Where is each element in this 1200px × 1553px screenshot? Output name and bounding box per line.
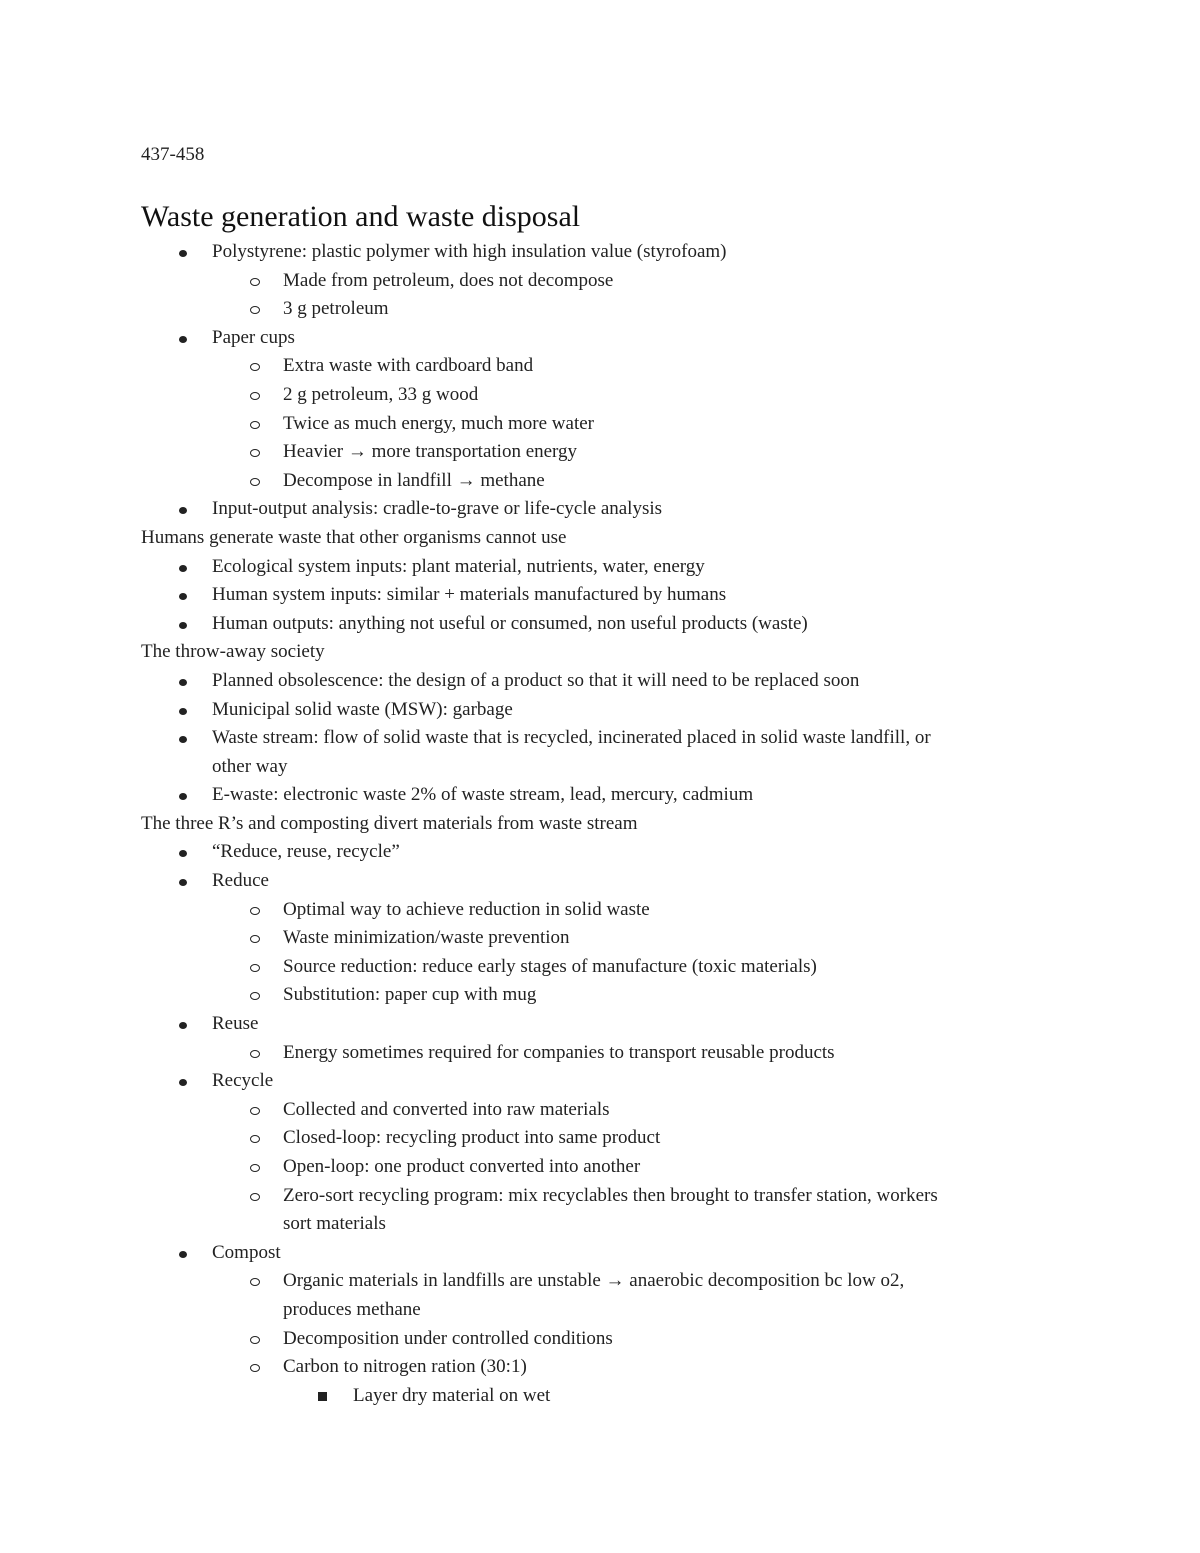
line-text: Municipal solid waste (MSW): garbage bbox=[212, 698, 513, 720]
bullet-marker bbox=[179, 667, 187, 696]
line-text: Polystyrene: plastic polymer with high insulation value (styrofoam) bbox=[212, 241, 727, 262]
list-item bbox=[141, 553, 1041, 582]
bullet-marker bbox=[318, 1382, 327, 1411]
bullet-marker bbox=[250, 1039, 260, 1068]
line-text: Twice as much energy, much more water bbox=[283, 412, 594, 434]
bullet-marker bbox=[179, 1010, 187, 1039]
bullet-marker bbox=[250, 896, 260, 925]
bullet-circle-icon bbox=[250, 1364, 260, 1372]
line-text: Recycle bbox=[212, 1070, 274, 1092]
list-item bbox=[141, 1010, 1041, 1039]
bullet-circle-icon bbox=[250, 964, 260, 972]
list-item bbox=[141, 467, 1041, 496]
line-text: Waste minimization/waste prevention bbox=[283, 927, 570, 949]
line-text: Closed-loop: recycling product into same product bbox=[283, 1127, 661, 1149]
list-item bbox=[141, 1067, 1041, 1096]
list-item bbox=[141, 1153, 1041, 1182]
list-item bbox=[141, 438, 1041, 467]
bullet-marker bbox=[250, 352, 260, 381]
list-item bbox=[141, 495, 1041, 524]
line-text: Decompose in landfill → methane bbox=[283, 469, 545, 491]
bullet-circle-icon bbox=[250, 935, 260, 943]
section-heading bbox=[141, 638, 1041, 667]
bullet-circle-icon bbox=[250, 421, 260, 429]
line-text: Reduce bbox=[212, 870, 269, 892]
line-text: Heavier → more transportation energy bbox=[283, 441, 578, 463]
bullet-circle-icon bbox=[250, 1336, 260, 1344]
bullet-dot-icon bbox=[179, 1251, 187, 1258]
list-item bbox=[141, 1353, 1041, 1382]
bullet-circle-icon bbox=[250, 1135, 260, 1143]
line-text: sort materials bbox=[283, 1213, 386, 1235]
line-text: Open-loop: one product converted into another bbox=[283, 1156, 641, 1177]
line-text: The throw-away society bbox=[141, 641, 325, 663]
list-item bbox=[141, 753, 1041, 782]
notes-body bbox=[141, 238, 1041, 1410]
bullet-circle-icon bbox=[250, 992, 260, 1000]
list-item bbox=[141, 667, 1041, 696]
bullet-circle-icon bbox=[250, 278, 260, 286]
bullet-marker bbox=[250, 438, 260, 467]
bullet-marker bbox=[250, 1325, 260, 1354]
bullet-marker bbox=[250, 1182, 260, 1211]
bullet-marker bbox=[179, 724, 187, 753]
line-text: Zero-sort recycling program: mix recyclables then brought to transfer station, workers bbox=[283, 1184, 938, 1206]
line-text: The three R’s and composting divert materials from waste stream bbox=[141, 812, 638, 834]
bullet-dot-icon bbox=[179, 565, 187, 572]
list-item bbox=[141, 238, 1041, 267]
page-range: 437-458 bbox=[141, 144, 205, 165]
bullet-dot-icon bbox=[179, 736, 187, 743]
line-text: Planned obsolescence: the design of a product so that it will need to be replaced soon bbox=[212, 669, 860, 691]
bullet-dot-icon bbox=[179, 336, 187, 343]
bullet-marker bbox=[250, 1124, 260, 1153]
list-item bbox=[141, 838, 1041, 867]
bullet-marker bbox=[179, 781, 187, 810]
bullet-marker bbox=[179, 1239, 187, 1268]
line-text: Ecological system inputs: plant material, nutrients, water, energy bbox=[212, 555, 705, 577]
list-item bbox=[141, 1096, 1041, 1125]
bullet-dot-icon bbox=[179, 1022, 187, 1029]
line-text: Waste stream: flow of solid waste that is recycled, incinerated placed in solid waste landfill, or bbox=[212, 727, 931, 749]
bullet-circle-icon bbox=[250, 478, 260, 486]
bullet-marker bbox=[250, 381, 260, 410]
list-item bbox=[141, 267, 1041, 296]
line-text: Substitution: paper cup with mug bbox=[283, 984, 537, 1006]
list-item bbox=[141, 1182, 1041, 1211]
bullet-circle-icon bbox=[250, 392, 260, 400]
bullet-marker bbox=[179, 553, 187, 582]
bullet-marker bbox=[250, 1267, 260, 1296]
line-text: Decomposition under controlled conditions bbox=[283, 1327, 613, 1349]
bullet-marker bbox=[179, 838, 187, 867]
bullet-dot-icon bbox=[179, 679, 187, 686]
bullet-marker bbox=[179, 581, 187, 610]
list-item bbox=[141, 867, 1041, 896]
list-item bbox=[141, 953, 1041, 982]
bullet-marker bbox=[250, 953, 260, 982]
bullet-marker bbox=[250, 1153, 260, 1182]
list-item bbox=[141, 324, 1041, 353]
bullet-circle-icon bbox=[250, 1193, 260, 1201]
line-text: E-waste: electronic waste 2% of waste stream, lead, mercury, cadmium bbox=[212, 784, 754, 806]
line-text: 3 g petroleum bbox=[283, 298, 389, 320]
list-item bbox=[141, 1124, 1041, 1153]
line-text: Extra waste with cardboard band bbox=[283, 355, 534, 377]
list-item bbox=[141, 295, 1041, 324]
list-item bbox=[141, 896, 1041, 925]
bullet-marker bbox=[179, 324, 187, 353]
line-text: Source reduction: reduce early stages of manufacture (toxic materials) bbox=[283, 955, 817, 977]
line-text: Human outputs: anything not useful or consumed, non useful products (waste) bbox=[212, 612, 808, 634]
bullet-marker bbox=[179, 867, 187, 896]
bullet-marker bbox=[250, 1096, 260, 1125]
line-text: 2 g petroleum, 33 g wood bbox=[283, 383, 479, 405]
line-text: Optimal way to achieve reduction in solid waste bbox=[283, 898, 650, 920]
bullet-marker bbox=[250, 981, 260, 1010]
list-item bbox=[141, 924, 1041, 953]
bullet-circle-icon bbox=[250, 907, 260, 915]
list-item bbox=[141, 1325, 1041, 1354]
bullet-marker bbox=[250, 267, 260, 296]
bullet-marker bbox=[179, 696, 187, 725]
line-text: Reuse bbox=[212, 1013, 259, 1035]
bullet-dot-icon bbox=[179, 593, 187, 600]
line-text: Organic materials in landfills are unstable → anaerobic decomposition bc low o2, bbox=[283, 1270, 905, 1292]
line-text: Humans generate waste that other organisms cannot use bbox=[141, 526, 567, 548]
bullet-marker bbox=[250, 467, 260, 496]
line-text: “Reduce, reuse, recycle” bbox=[212, 841, 400, 863]
list-item bbox=[141, 410, 1041, 439]
list-item bbox=[141, 352, 1041, 381]
list-item bbox=[141, 696, 1041, 725]
list-item bbox=[141, 1239, 1041, 1268]
bullet-dot-icon bbox=[179, 622, 187, 629]
bullet-dot-icon bbox=[179, 250, 187, 257]
line-text: Made from petroleum, does not decompose bbox=[283, 269, 614, 291]
bullet-circle-icon bbox=[250, 1278, 260, 1286]
line-text: Carbon to nitrogen ration (30:1) bbox=[283, 1356, 527, 1378]
bullet-marker bbox=[179, 495, 187, 524]
line-text: other way bbox=[212, 755, 288, 777]
list-item bbox=[141, 1296, 1041, 1325]
bullet-dot-icon bbox=[179, 1079, 187, 1086]
line-text: produces methane bbox=[283, 1298, 421, 1320]
list-item bbox=[141, 581, 1041, 610]
line-text: Input-output analysis: cradle-to-grave or life-cycle analysis bbox=[212, 498, 663, 520]
line-text: Energy sometimes required for companies to transport reusable products bbox=[283, 1041, 835, 1063]
bullet-circle-icon bbox=[250, 1050, 260, 1058]
section-heading bbox=[141, 524, 1041, 553]
bullet-marker bbox=[179, 1067, 187, 1096]
line-text: Paper cups bbox=[212, 326, 295, 348]
bullet-circle-icon bbox=[250, 449, 260, 457]
bullet-marker bbox=[250, 1353, 260, 1382]
bullet-marker bbox=[179, 238, 187, 267]
page-title: Waste generation and waste disposal bbox=[141, 200, 581, 233]
section-heading bbox=[141, 810, 1041, 839]
list-item bbox=[141, 981, 1041, 1010]
bullet-marker bbox=[250, 410, 260, 439]
bullet-marker bbox=[250, 295, 260, 324]
list-item bbox=[141, 381, 1041, 410]
bullet-marker bbox=[250, 924, 260, 953]
list-item bbox=[141, 1267, 1041, 1296]
bullet-dot-icon bbox=[179, 850, 187, 857]
bullet-dot-icon bbox=[179, 507, 187, 514]
list-item bbox=[141, 781, 1041, 810]
line-text: Layer dry material on wet bbox=[353, 1384, 551, 1406]
line-text: Human system inputs: similar + materials manufactured by humans bbox=[212, 584, 727, 606]
bullet-dot-icon bbox=[179, 879, 187, 886]
bullet-circle-icon bbox=[250, 306, 260, 314]
bullet-dot-icon bbox=[179, 708, 187, 715]
list-item bbox=[141, 1382, 1041, 1411]
bullet-circle-icon bbox=[250, 1164, 260, 1172]
bullet-circle-icon bbox=[250, 363, 260, 371]
list-item bbox=[141, 1210, 1041, 1239]
line-text: Collected and converted into raw materials bbox=[283, 1098, 610, 1120]
bullet-circle-icon bbox=[250, 1107, 260, 1115]
list-item bbox=[141, 724, 1041, 753]
list-item bbox=[141, 610, 1041, 639]
bullet-dot-icon bbox=[179, 793, 187, 800]
line-text: Compost bbox=[212, 1241, 281, 1263]
list-item bbox=[141, 1039, 1041, 1068]
bullet-marker bbox=[179, 610, 187, 639]
bullet-square-icon bbox=[318, 1392, 327, 1401]
